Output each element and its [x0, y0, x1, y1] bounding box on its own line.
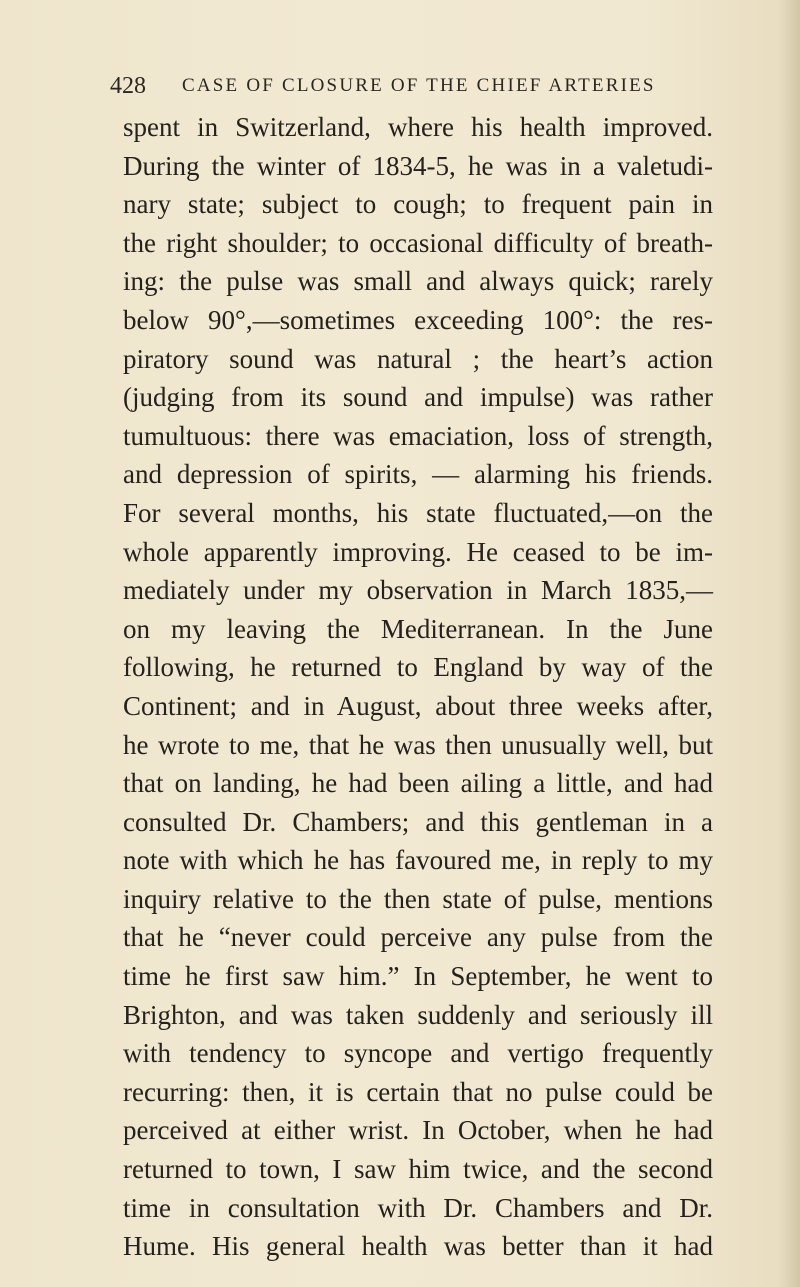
text-line: (judging from its sound and impulse) was rather: [123, 382, 713, 413]
text-line: mediately under my observation in March 1835,—: [123, 575, 713, 606]
text-line: recurring: then, it is certain that no pulse could be: [123, 1076, 713, 1107]
text-line: time he first saw him.” In September, he went to: [123, 961, 713, 992]
text-line: ing: the pulse was small and always quick; rarely: [123, 266, 713, 297]
running-head-title: CASE OF CLOSURE OF THE CHIEF ARTERIES: [182, 75, 656, 96]
text-line: tumultuous: there was emaciation, loss of strength,: [123, 420, 713, 451]
text-line: the right shoulder; to occasional difficulty of breath-: [123, 227, 713, 258]
text-line: perceived at either wrist. In October, when he had: [123, 1115, 713, 1146]
text-line: nary state; subject to cough; to frequent pain in: [123, 189, 713, 220]
text-line: For several months, his state fluctuated,—on the: [123, 497, 713, 528]
page-edge-shadow: [778, 0, 800, 1287]
text-line: whole apparently improving. He ceased to be im-: [123, 536, 713, 567]
text-line: consulted Dr. Chambers; and this gentleman in a: [123, 806, 713, 837]
text-line: and depression of spirits, — alarming his friends.: [123, 459, 713, 490]
text-line: Hume. His general health was better than it had: [123, 1231, 713, 1262]
text-line: During the winter of 1834-5, he was in a valetudi-: [123, 150, 713, 181]
text-line: that he “never could perceive any pulse from the: [123, 922, 713, 953]
text-line: he wrote to me, that he was then unusually well, but: [123, 729, 713, 760]
text-line: following, he returned to England by way of the: [123, 652, 713, 683]
text-line: spent in Switzerland, where his health improved.: [123, 112, 713, 142]
text-line: with tendency to syncope and vertigo frequently: [123, 1038, 713, 1069]
page-number: 428: [110, 73, 146, 99]
text-line: on my leaving the Mediterranean. In the June: [123, 613, 713, 644]
text-line: Continent; and in August, about three weeks after,: [123, 690, 713, 721]
text-line: that on landing, he had been ailing a little, and had: [123, 768, 713, 799]
text-line: Brighton, and was taken suddenly and seriously ill: [123, 999, 713, 1030]
body-text: [123, 108, 713, 1266]
text-line: returned to town, I saw him twice, and the second: [123, 1154, 713, 1185]
text-line: note with which he has favoured me, in reply to my: [123, 845, 713, 876]
running-head: [110, 66, 710, 106]
text-line: piratory sound was natural ; the heart’s action: [123, 343, 713, 374]
text-line: inquiry relative to the then state of pulse, mentions: [123, 883, 713, 914]
text-line: below 90°,—sometimes exceeding 100°: the res-: [123, 304, 713, 335]
text-line: time in consultation with Dr. Chambers and Dr.: [123, 1192, 713, 1223]
